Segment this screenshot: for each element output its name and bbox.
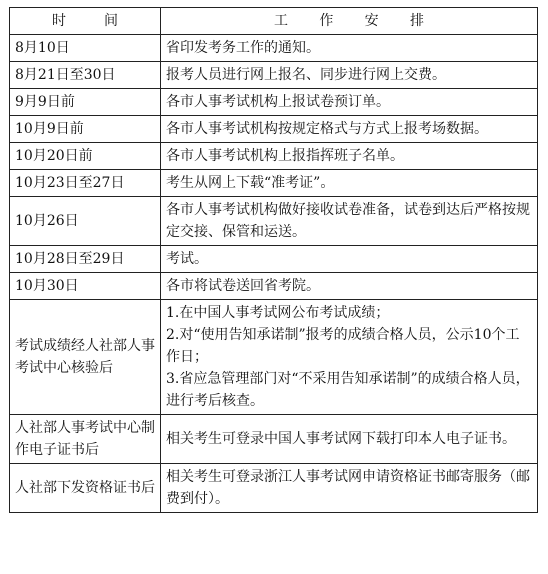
schedule-table [9,7,538,513]
time-cell: 10月23日至27日 [10,170,161,197]
table-row [10,300,538,415]
plan-cell: 相关考生可登录中国人事考试网下载打印本人电子证书。 [161,415,538,464]
header-time [10,8,161,35]
time-cell: 10月20日前 [10,143,161,170]
table-row [10,246,538,273]
plan-cell: 考试。 [161,246,538,273]
header-plan-char: 工 [274,13,288,29]
plan-cell: 各市人事考试机构上报指挥班子名单。 [161,143,538,170]
plan-line: 1.在中国人事考试网公布考试成绩； [166,305,390,321]
table-row [10,143,538,170]
plan-cell: 各市人事考试机构做好接收试卷准备，试卷到达后严格按规定交接、保管和运送。 [161,197,538,246]
plan-cell: 相关考生可登录浙江人事考试网申请资格证书邮寄服务（邮费到付）。 [161,464,538,513]
header-time-char: 间 [104,13,118,29]
plan-line: 3.省应急管理部门对“不采用告知承诺制”的成绩合格人员，进行考后核查。 [166,371,530,409]
time-cell: 8月21日至30日 [10,62,161,89]
time-cell: 10月9日前 [10,116,161,143]
plan-cell [161,300,538,415]
time-cell: 8月10日 [10,35,161,62]
time-cell: 人社部人事考试中心制作电子证书后 [10,415,161,464]
time-cell: 10月28日至29日 [10,246,161,273]
time-cell: 考试成绩经人社部人事考试中心核验后 [10,300,161,415]
plan-cell: 省印发考务工作的通知。 [161,35,538,62]
time-cell: 9月9日前 [10,89,161,116]
table-row [10,170,538,197]
plan-cell: 报考人员进行网上报名、同步进行网上交费。 [161,62,538,89]
table-row [10,273,538,300]
header-plan-char: 排 [409,13,424,29]
table-row [10,464,538,513]
table-row [10,89,538,116]
time-cell: 人社部下发资格证书后 [10,464,161,513]
plan-cell: 各市将试卷送回省考院。 [161,273,538,300]
table-row [10,62,538,89]
table-row [10,35,538,62]
header-row [10,8,538,35]
header-plan-char: 作 [319,13,334,29]
time-cell: 10月26日 [10,197,161,246]
plan-cell: 各市人事考试机构按规定格式与方式上报考场数据。 [161,116,538,143]
table-row [10,197,538,246]
header-plan-char: 安 [364,13,379,29]
header-time-char: 时 [52,13,66,29]
header-plan [161,8,538,35]
plan-line: 2.对“使用告知承诺制”报考的成绩合格人员，公示10个工作日； [166,327,520,365]
time-cell: 10月30日 [10,273,161,300]
table-row [10,116,538,143]
plan-cell: 各市人事考试机构上报试卷预订单。 [161,89,538,116]
plan-cell: 考生从网上下载“准考证”。 [161,170,538,197]
table-row [10,415,538,464]
